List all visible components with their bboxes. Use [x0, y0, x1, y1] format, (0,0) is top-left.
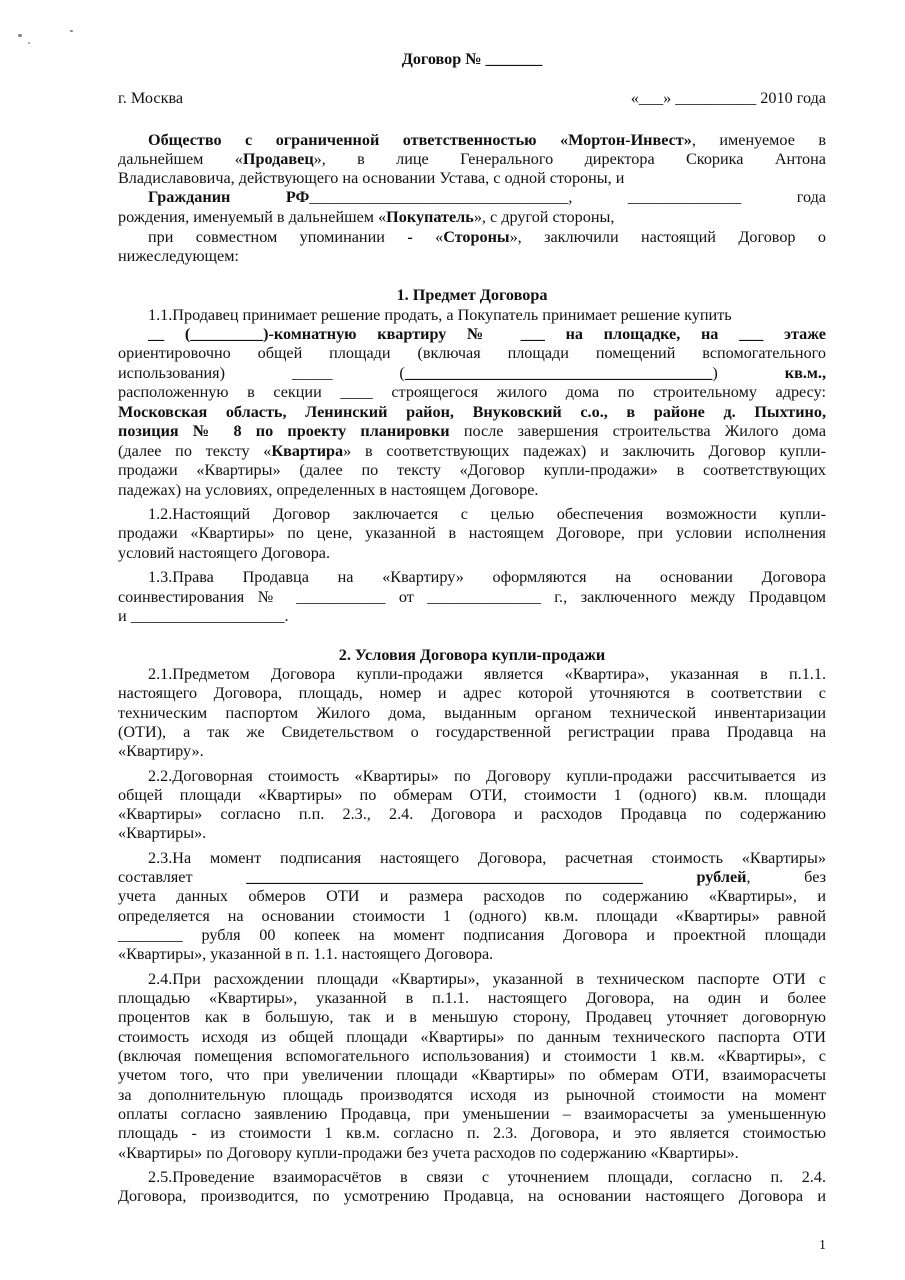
text-segment: определяется на основании стоимости 1 (одного) кв.м. площади «Квартиры» равной: [118, 907, 826, 925]
text-segment: учетом того, что при увеличении площади «Квартиры» по обмерам ОТИ, взаиморасчеты: [118, 1066, 826, 1084]
contract-date: «___» __________ 2010 года: [630, 89, 826, 107]
text-line: [148, 665, 826, 684]
text-segment: оплаты согласно заявлению Продавца, при уменьшении – взаиморасчеты за уменьшенную: [118, 1105, 826, 1123]
text-segment: Покупатель: [386, 208, 474, 226]
text-line: [118, 1187, 826, 1206]
text-segment: рождения, именуемый в дальнейшем «: [118, 208, 387, 226]
text-segment: », заключили настоящий Договор о: [509, 228, 826, 246]
text-segment: «: [412, 228, 444, 246]
text-line: [148, 325, 826, 344]
text-segment: Общество с ограниченной ответственностью «Мортон-Инвест»: [148, 131, 692, 149]
text-segment: 2.3.На момент подписания настоящего Договора, расчетная стоимость «Квартиры»: [148, 849, 826, 867]
text-line: [148, 767, 826, 786]
text-line: [148, 306, 826, 325]
text-segment: кв.м.,: [784, 364, 826, 382]
text-segment: (далее по тексту «: [118, 442, 272, 460]
page-number: 1: [819, 1238, 826, 1253]
text-segment: при совместном упоминании: [148, 228, 408, 246]
text-line: [148, 970, 826, 989]
text-line: [118, 824, 826, 843]
text-line: [118, 461, 826, 480]
text-segment: Договора, производится, по усмотрению Продавца, на основании настоящего Договора и: [118, 1187, 826, 1205]
scan-speck: [28, 42, 30, 44]
text-line: [118, 422, 826, 441]
text-line: [118, 524, 826, 543]
text-segment: _________________________________________________: [246, 868, 643, 886]
scan-speck: [18, 34, 22, 37]
text-segment: , именуемое в: [691, 131, 826, 149]
text-segment: ): [712, 364, 785, 382]
text-segment: дальнейшем «: [118, 150, 243, 168]
text-segment: продажи «Квартиры» (далее по тексту «Договор купли-продажи» в соответствующих: [118, 461, 826, 479]
text-line: [118, 1086, 826, 1105]
text-segment: использования) _____ (: [118, 364, 405, 382]
text-segment: «Квартиры».: [118, 824, 207, 842]
text-segment: 2.5.Проведение взаиморасчётов в связи с уточнением площади, согласно п. 2.4.: [148, 1168, 826, 1186]
text-segment: Гражданин РФ: [148, 188, 310, 206]
text-line: [118, 805, 826, 824]
text-segment: 1.3.Права Продавца на «Квартиру» оформляются на основании Договора: [148, 568, 826, 586]
text-line: [118, 926, 826, 945]
text-segment: », в лице Генерального директора Скорика Антона: [313, 150, 826, 168]
text-segment: 1.1.Продавец принимает решение продать, а Покупатель принимает решение купить: [148, 306, 732, 324]
section-heading: [118, 286, 826, 305]
city: г. Москва: [118, 89, 184, 107]
text-segment: » в соответствующих падежах) и заключить Договор купли-: [343, 442, 826, 460]
text-line: [118, 344, 826, 363]
text-segment: Продавец: [242, 150, 314, 168]
text-segment: техническим паспортом Жилого дома, выданным органом технической инвентаризации: [118, 704, 826, 722]
text-line: [118, 704, 826, 723]
text-segment: », с другой стороны,: [473, 208, 615, 226]
text-segment: продажи «Квартиры» по цене, указанной в настоящем Договоре, при условии исполнения: [118, 524, 826, 542]
text-segment: позиция № 8 по проекту планировки: [118, 422, 450, 440]
text-line: [118, 786, 826, 805]
text-line: [118, 723, 826, 742]
text-line: [148, 188, 826, 207]
text-segment: «Квартиры» по Договору купли-продажи без учета расходов по содержанию «Квартиры».: [118, 1144, 739, 1162]
text-segment: __ (_________)-комнатную квартиру № ___ на площадке, на ___ этаже: [148, 325, 826, 343]
text-segment: 1.2.Настоящий Договор заключается с целью обеспечения возможности купли-: [148, 505, 826, 523]
text-line: [118, 481, 826, 500]
text-line: [118, 383, 826, 402]
text-segment: площадь - из стоимости 1 кв.м. согласно п. 2.3. Договора, и это является стоимостью: [118, 1124, 826, 1142]
text-segment: и ___________________.: [118, 607, 289, 625]
text-segment: площадью «Квартиры», указанной в п.1.1. настоящего Договора, на один и более: [118, 989, 826, 1007]
text-line: [148, 131, 826, 150]
text-segment: ________ рубля 00 копеек на момент подписания Договора и проектной площади: [118, 926, 826, 944]
text-line: [118, 169, 826, 188]
text-segment: учета данных обмеров ОТИ и размера расходов по содержанию «Квартиры», и: [118, 887, 826, 905]
text-line: [118, 989, 826, 1008]
text-segment: 1. Предмет Договора: [396, 286, 548, 304]
text-line: [118, 1066, 826, 1085]
text-line: [118, 868, 826, 887]
text-segment: составляет: [118, 868, 247, 886]
text-line: [118, 1028, 826, 1047]
text-segment: 2.1.Предметом Договора купли-продажи является «Квартира», указанная в п.1.1.: [148, 665, 826, 683]
text-line: [118, 403, 826, 422]
text-segment: , без: [746, 868, 826, 886]
text-segment: [643, 868, 697, 886]
text-segment: ______________________________________: [404, 364, 713, 382]
text-segment: соинвестирования № ___________ от ______________ г., заключенного между Продавцом: [118, 588, 826, 606]
text-line: [118, 607, 826, 626]
text-segment: настоящего Договора, площадь, номер и адрес которой уточняются в соответствии с: [118, 684, 826, 702]
text-segment: стоимость исходя из общей площади «Квартиры» по данным технического паспорта ОТИ: [118, 1028, 826, 1046]
scan-speck: [70, 30, 73, 32]
text-segment: -: [407, 228, 413, 246]
text-segment: «Квартиры» согласно п.п. 2.3., 2.4. Договора и расходов Продавца по содержанию: [118, 805, 826, 823]
text-line: [118, 544, 826, 563]
text-line: [148, 505, 826, 524]
text-segment: процентов как в большую, так и в меньшую сторону, Продавец уточняет договорную: [118, 1008, 826, 1026]
text-segment: ________________________________, ______________ года: [309, 188, 826, 206]
text-line: [118, 907, 826, 926]
text-line: [118, 1105, 826, 1124]
text-line: [148, 228, 826, 247]
text-segment: нижеследующем:: [118, 247, 239, 265]
text-segment: Стороны: [443, 228, 510, 246]
text-segment: общей площади «Квартиры» по обмерам ОТИ, стоимости 1 (одного) кв.м. площади: [118, 786, 826, 804]
text-segment: 2.2.Договорная стоимость «Квартиры» по Договору купли-продажи рассчитывается из: [148, 767, 826, 785]
text-line: [118, 364, 826, 383]
text-line: [118, 247, 826, 266]
text-segment: «Квартиру».: [118, 742, 204, 760]
text-segment: (включая помещения вспомогательного использования) и стоимости 1 кв.м. «Квартиры», с: [118, 1047, 826, 1065]
text-segment: расположенную в секции ____ строящегося жилого дома по строительному адресу:: [118, 383, 826, 401]
text-segment: условий настоящего Договора.: [118, 544, 331, 562]
text-segment: 2.4.При расхождении площади «Квартиры», указанной в техническом паспорте ОТИ с: [148, 970, 826, 988]
contract-title: Договор № _______: [401, 50, 543, 68]
text-segment: Владиславовича, действующего на основании Устава, с одной стороны, и: [118, 169, 625, 187]
text-line: [118, 945, 826, 964]
text-segment: ориентировочно общей площади (включая площади помещений вспомогательного: [118, 344, 826, 362]
text-line: [148, 1168, 826, 1187]
text-line: [118, 1047, 826, 1066]
text-segment: после завершения строительства Жилого дома: [449, 422, 826, 440]
text-line: [118, 742, 826, 761]
text-segment: Квартира: [271, 442, 344, 460]
text-segment: за дополнительную площадь производятся исходя из рыночной стоимости на момент: [118, 1086, 826, 1104]
text-line: [118, 887, 826, 906]
text-segment: (ОТИ), а так же Свидетельством о государственной регистрации права Продавца на: [118, 723, 826, 741]
text-line: [118, 1144, 826, 1163]
text-line: [118, 588, 826, 607]
text-segment: Московская область, Ленинский район, Внуковский с.о., в районе д. Пыхтино,: [118, 403, 826, 421]
text-segment: рублей: [696, 868, 747, 886]
text-line: [118, 1124, 826, 1143]
text-segment: 2. Условия Договора купли-продажи: [338, 646, 606, 664]
text-line: [118, 684, 826, 703]
text-line: [118, 442, 826, 461]
text-line: [118, 1008, 826, 1027]
text-line: [148, 568, 826, 587]
text-line: [118, 150, 826, 169]
text-segment: падежах) на условиях, определенных в настоящем Договоре.: [118, 481, 539, 499]
text-line: [118, 208, 826, 227]
text-segment: «Квартиры», указанной в п. 1.1. настоящего Договора.: [118, 945, 494, 963]
text-line: [148, 849, 826, 868]
section-heading: [118, 646, 826, 665]
